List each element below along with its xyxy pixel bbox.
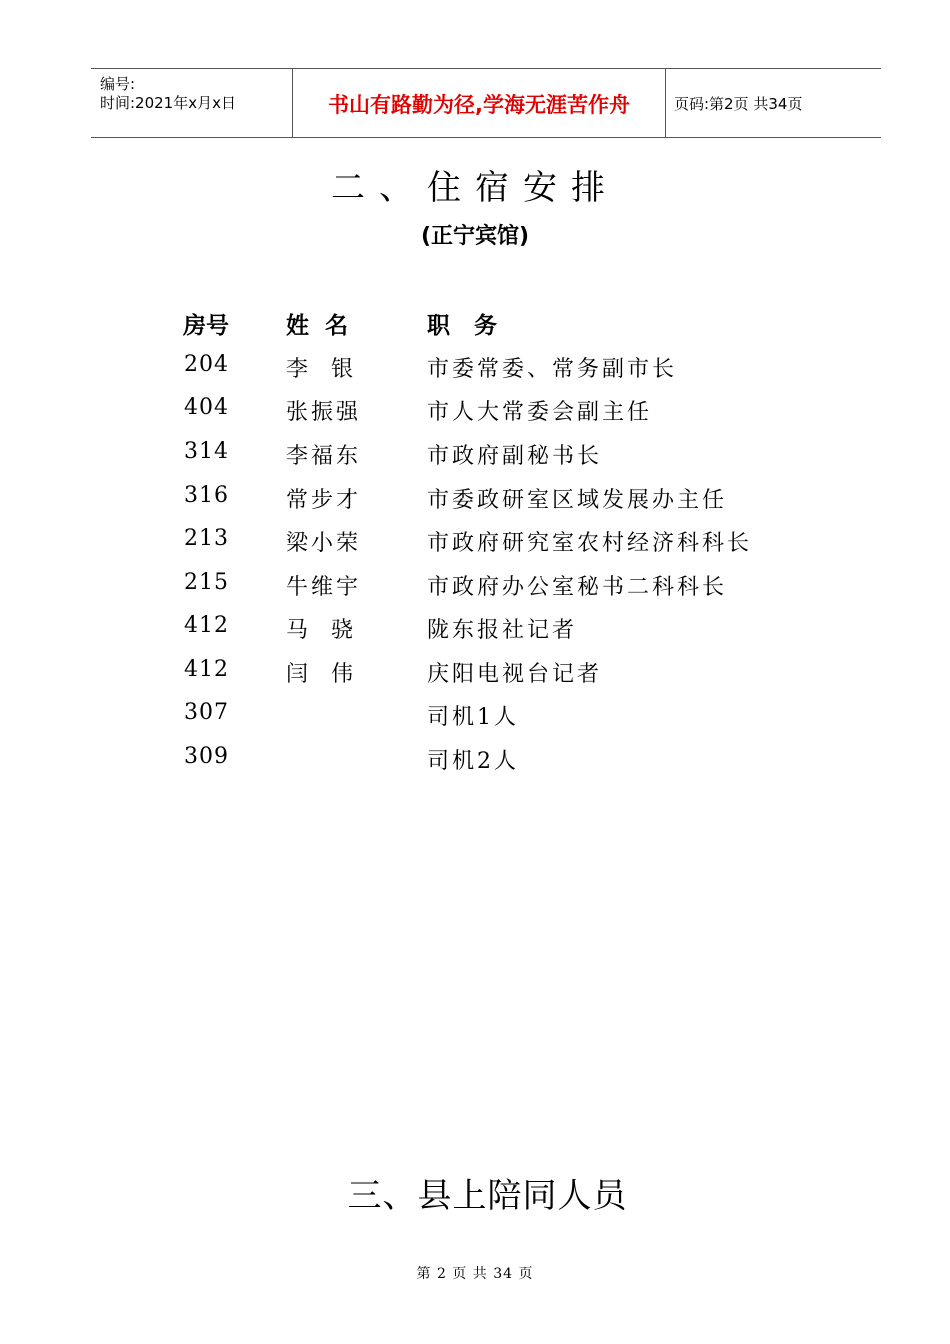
page-footer: 第 2 页 共 34 页: [416, 1266, 534, 1282]
header-motto-cell: [293, 69, 666, 137]
room-number: 213: [184, 526, 229, 551]
person-duty: 市政府副秘书长: [427, 444, 603, 469]
person-duty: 市委常委、常务副市长: [427, 357, 678, 382]
list-item: [0, 439, 950, 479]
list-item: [0, 395, 950, 435]
section-subtitle-hotel: (正宁宾馆): [420, 224, 530, 249]
room-number: 314: [184, 439, 229, 464]
column-header-name: 姓 名: [286, 313, 349, 339]
room-number: 307: [184, 700, 229, 725]
section-title-accompanying-staff: 三、县上陪同人员: [347, 1176, 628, 1216]
list-item: [0, 657, 950, 697]
person-name: 闫 伟: [286, 662, 356, 687]
room-number: 309: [184, 744, 229, 769]
room-number: 412: [184, 657, 229, 682]
section-title-accommodation: 二、住宿安排: [331, 168, 619, 208]
list-item: [0, 570, 950, 610]
header-page-cell: [666, 69, 881, 137]
column-header-duty: 职 务: [427, 313, 498, 339]
person-duty: 庆阳电视台记者: [427, 662, 603, 687]
list-item: [0, 352, 950, 392]
column-header-room: 房号: [183, 313, 229, 339]
motto-text: 书山有路勤为径,学海无涯苦作舟: [328, 93, 630, 117]
room-number: 204: [184, 352, 229, 377]
list-item: [0, 613, 950, 653]
person-name: 张振强: [286, 400, 362, 425]
page-info: 页码:第2页 共34页: [674, 95, 803, 113]
list-item: [0, 700, 950, 740]
number-label: 编号:: [100, 75, 136, 93]
person-duty: 司机1人: [427, 705, 519, 730]
list-item: [0, 483, 950, 523]
person-duty: 司机2人: [427, 749, 519, 774]
person-duty: 陇东报社记者: [427, 618, 578, 643]
page-header: [91, 68, 881, 138]
header-meta-cell: [91, 69, 293, 137]
person-duty: 市委政研室区域发展办主任: [427, 488, 728, 513]
room-number: 215: [184, 570, 229, 595]
room-number: 316: [184, 483, 229, 508]
list-item: [0, 744, 950, 784]
room-number: 404: [184, 395, 229, 420]
person-duty: 市政府办公室秘书二科科长: [427, 575, 728, 600]
time-label: 时间:2021年x月x日: [100, 94, 236, 112]
person-name: 马 骁: [286, 618, 356, 643]
person-name: 牛维宇: [286, 575, 362, 600]
person-name: 常步才: [286, 488, 362, 513]
room-number: 412: [184, 613, 229, 638]
person-name: 李福东: [286, 444, 362, 469]
person-name: 李 银: [286, 357, 356, 382]
list-item: [0, 526, 950, 566]
person-name: 梁小荣: [286, 531, 362, 556]
person-duty: 市人大常委会副主任: [427, 400, 653, 425]
person-duty: 市政府研究室农村经济科科长: [427, 531, 753, 556]
